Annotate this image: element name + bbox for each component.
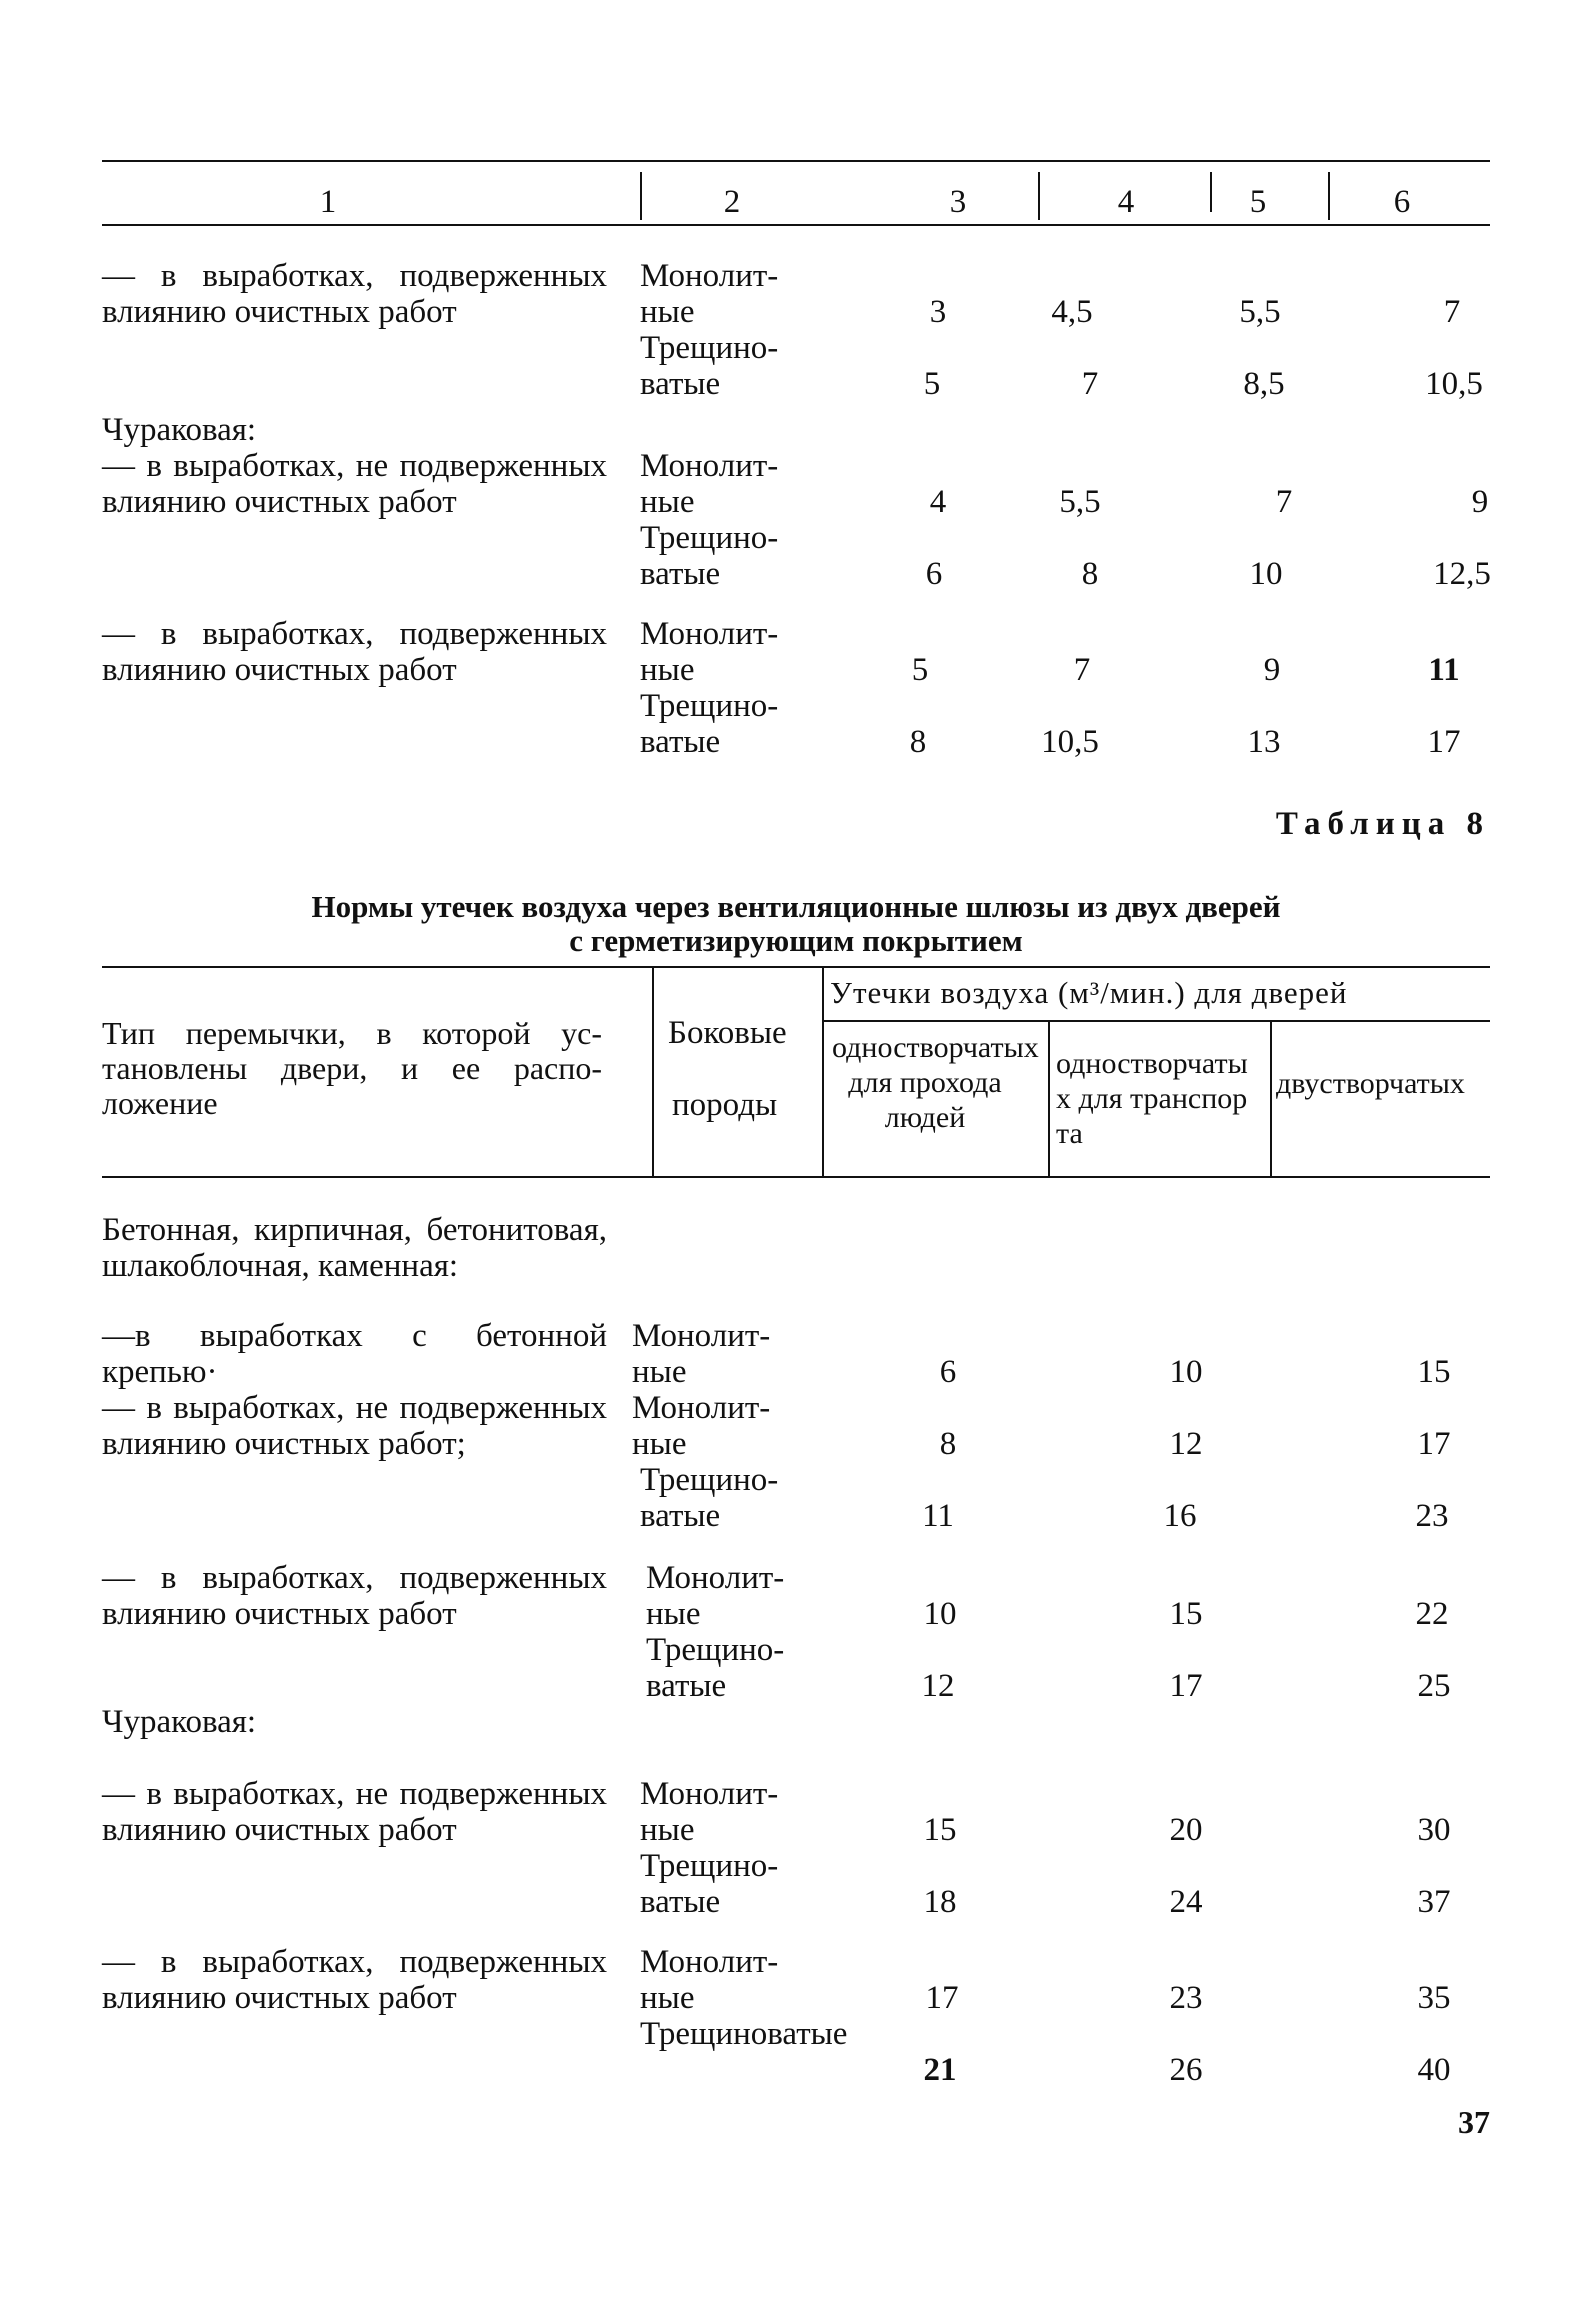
header-divider [822,968,824,1176]
header-sub2: одностворчатых для транспорта [1056,1047,1248,1150]
side-rock: Монолитные [646,1560,785,1632]
header-divider [652,968,654,1176]
side-rock: Монолитные [640,1944,779,2016]
cell-value: 35 [1417,1980,1451,2016]
col-header-5: 5 [1249,184,1267,220]
cell-value: 40 [1417,2052,1451,2088]
row-description: — в выработках, не подверженных влиянию очистных работ [102,1776,607,1848]
header-bottom-rule [102,1176,1490,1178]
table-label: Таблица 8 [1275,806,1490,842]
cell-value: 24 [1169,1884,1203,1920]
col-header-1: 1 [319,184,337,220]
header-group: Утечки воздуха (м³/мин.) для дверей [830,975,1348,1010]
cell-value: 15 [923,1812,957,1848]
row-description: — в выработках, подверженных влиянию очистных работ [102,258,607,330]
cell-value: 11 [922,1498,954,1534]
cell-value: 8 [939,1426,957,1462]
cell-value: 8,5 [1243,366,1285,402]
col-header-4: 4 [1117,184,1135,220]
cell-value: 15 [1417,1354,1451,1390]
side-rock: Монолитные [632,1390,771,1462]
side-rock: Монолитные [640,1776,779,1848]
side-rock: Монолитные [640,616,779,688]
header-sub1: одностворчатых для прохода людей [832,1031,1039,1134]
side-rock: Трещиноватые [640,330,779,402]
cell-value: 30 [1417,1812,1451,1848]
cell-value: 17 [925,1980,959,2016]
cell-value: 4,5 [1051,294,1093,330]
table-title-line1: Нормы утечек воздуха через вентиляционные шлюзы из двух дверей [311,889,1281,924]
row-description: — в выработках, не подверженных влиянию очистных работ; [102,1390,607,1462]
page-number: 37 [1458,2104,1490,2140]
cell-value: 10,5 [1425,366,1483,402]
cell-value: 17 [1427,724,1461,760]
row-description: —в выработках с бетонной крепью· [102,1318,607,1390]
cell-value: 21 [923,2052,957,2088]
cell-value: 7 [1081,366,1099,402]
side-rock: Трещиноватые [640,2016,848,2052]
header-col1: Тип перемычки, в которой установлены двери, и ее расположение [102,1015,602,1121]
row-description: — в выработках, подверженных влиянию очистных работ [102,1944,607,2016]
table-title-line2: с герметизирующим покрытием [569,923,1023,958]
cell-value: 5 [911,652,929,688]
cell-value: 5 [923,366,941,402]
table-top-rule [102,966,1490,968]
col-header-3: 3 [949,184,967,220]
section-heading: Чураковая: [102,412,257,448]
section-heading: Чураковая: [102,1704,257,1740]
col-divider [640,172,642,220]
side-rock: Трещиноватые [640,520,779,592]
cell-value: 18 [923,1884,957,1920]
cell-value: 7 [1443,294,1461,330]
cell-value: 7 [1073,652,1091,688]
prev-table-header-rule [102,224,1490,226]
cell-value: 12,5 [1433,556,1491,592]
cell-value: 13 [1247,724,1281,760]
cell-value: 16 [1163,1498,1197,1534]
side-rock: Монолитные [632,1318,771,1390]
col-divider [1038,172,1040,220]
cell-value: 20 [1169,1812,1203,1848]
col-header-6: 6 [1393,184,1411,220]
cell-value: 4 [929,484,947,520]
cell-value: 9 [1471,484,1489,520]
cell-value: 8 [909,724,927,760]
cell-value: 11 [1428,652,1460,688]
col-divider [1328,172,1330,220]
cell-value: 6 [939,1354,957,1390]
row-description: — в выработках, подверженных влиянию очистных работ [102,1560,607,1632]
row-description: — в выработках, подверженных влиянию очистных работ [102,616,607,688]
cell-value: 9 [1263,652,1281,688]
cell-value: 12 [921,1668,955,1704]
cell-value: 22 [1415,1596,1449,1632]
header-sub3: двустворчатых [1276,1067,1465,1100]
cell-value: 5,5 [1059,484,1101,520]
side-rock: Монолитные [640,448,779,520]
cell-value: 3 [929,294,947,330]
cell-value: 17 [1417,1426,1451,1462]
cell-value: 10,5 [1041,724,1099,760]
prev-table-top-rule [102,160,1490,162]
header-group-rule [824,1020,1490,1022]
cell-value: 23 [1415,1498,1449,1534]
cell-value: 7 [1275,484,1293,520]
cell-value: 23 [1169,1980,1203,2016]
cell-value: 8 [1081,556,1099,592]
cell-value: 12 [1169,1426,1203,1462]
header-divider [1270,1022,1272,1176]
cell-value: 10 [1169,1354,1203,1390]
cell-value: 5,5 [1239,294,1281,330]
cell-value: 10 [923,1596,957,1632]
cell-value: 10 [1249,556,1283,592]
header-divider [1048,1022,1050,1176]
cell-value: 17 [1169,1668,1203,1704]
cell-value: 6 [925,556,943,592]
header-col2-line2: породы [672,1087,778,1123]
cell-value: 37 [1417,1884,1451,1920]
cell-value: 26 [1169,2052,1203,2088]
side-rock: Трещиноватые [640,1462,779,1534]
cell-value: 15 [1169,1596,1203,1632]
header-col2-line1: Боковые [668,1015,787,1051]
section-heading: Бетонная, кирпичная, бетонитовая, шлакоблочная, каменная: [102,1212,607,1284]
row-description: — в выработках, не подверженных влиянию очистных работ [102,448,607,520]
cell-value: 25 [1417,1668,1451,1704]
side-rock: Трещиноватые [640,1848,779,1920]
side-rock: Монолитные [640,258,779,330]
side-rock: Трещиноватые [646,1632,785,1704]
side-rock: Трещиноватые [640,688,779,760]
col-header-2: 2 [723,184,741,220]
